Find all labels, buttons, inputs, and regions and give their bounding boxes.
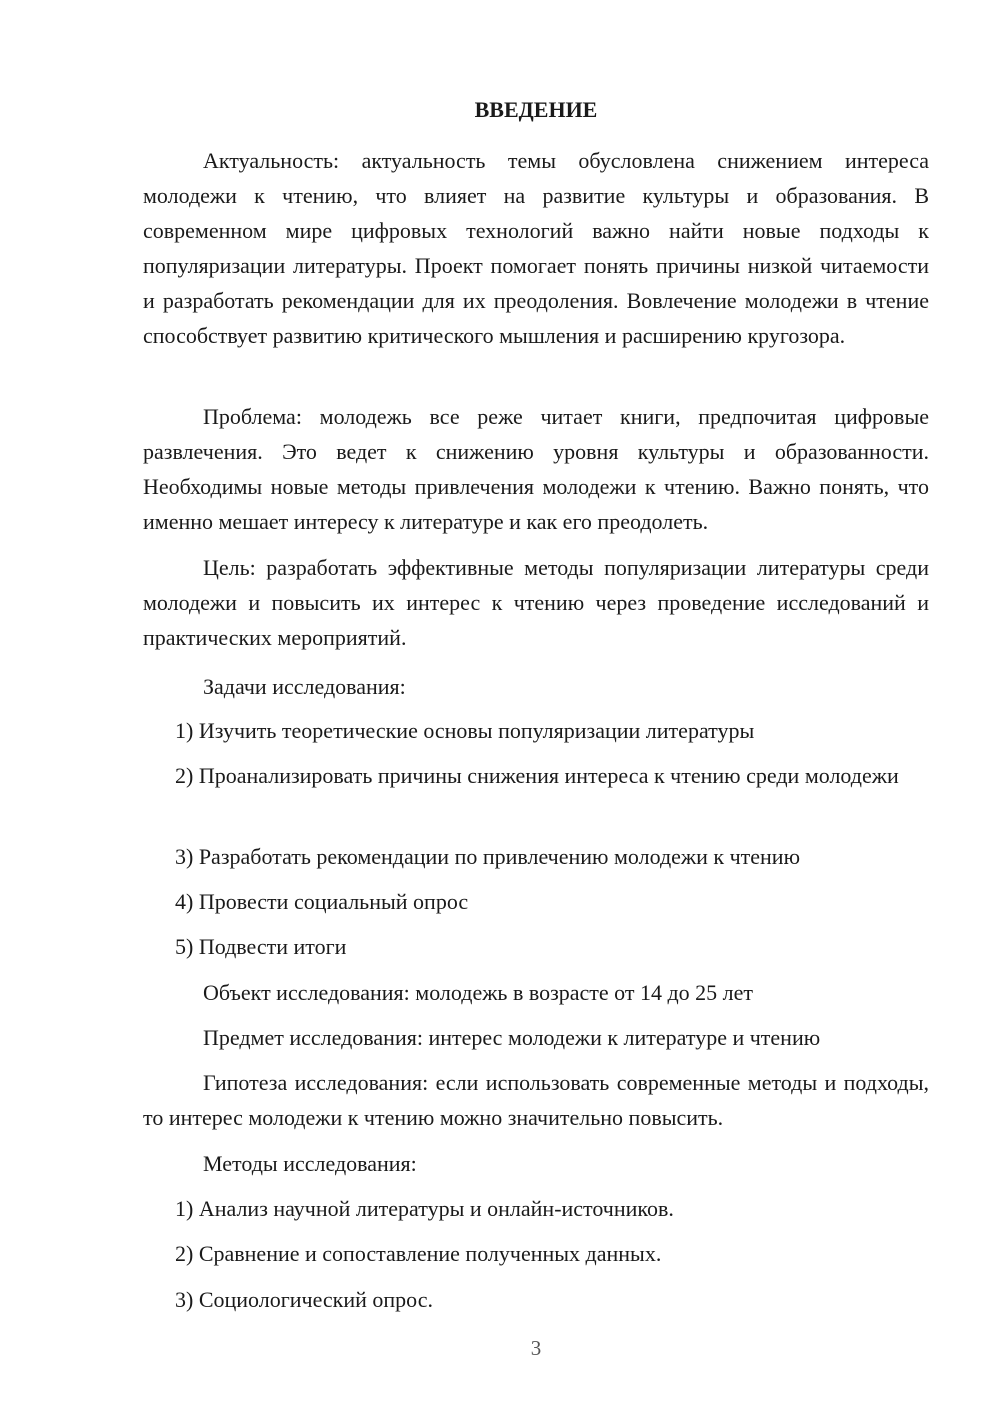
method-item: 3) Социологический опрос.	[175, 1287, 433, 1312]
task-item: 5) Подвести итоги	[175, 934, 347, 959]
hypothesis-paragraph: Гипотеза исследования: если использовать современные методы и подходы, то интерес молодежи к чтению можно значительно повысить.	[143, 1070, 929, 1130]
task-item: 2) Проанализировать причины снижения интереса к чтению среди молодежи	[175, 763, 899, 788]
relevance-paragraph: Актуальность: актуальность темы обусловлена снижением интереса молодежи к чтению, что влияет на развитие культуры и образования. В современном мире цифровых технологий важно найти новые подходы к популяризации литературы. Проект помогает понять причины низкой читаемости и разработать рекомендации для их преодоления. Вовлечение молодежи в чтение способствует развитию критического мышления и расширению кругозора.	[143, 148, 929, 348]
methods-heading: Методы исследования:	[203, 1151, 417, 1176]
task-item: 3) Разработать рекомендации по привлечению молодежи к чтению	[175, 844, 801, 869]
page-title: ВВЕДЕНИЕ	[474, 97, 598, 122]
tasks-heading: Задачи исследования:	[203, 674, 406, 699]
method-item: 1) Анализ научной литературы и онлайн-источников.	[175, 1196, 674, 1221]
object-line: Объект исследования: молодежь в возрасте от 14 до 25 лет	[203, 980, 754, 1005]
method-item: 2) Сравнение и сопоставление полученных данных.	[175, 1241, 662, 1266]
problem-paragraph: Проблема: молодежь все реже читает книги, предпочитая цифровые развлечения. Это ведет к снижению уровня культуры и образованности. Необходимы новые методы привлечения молодежи к чтению. Важно понять, что именно мешает интересу к литературе и как его преодолеть.	[143, 404, 929, 534]
task-item: 1) Изучить теоретические основы популяризации литературы	[175, 718, 755, 743]
page-number: 3	[530, 1336, 542, 1360]
subject-line: Предмет исследования: интерес молодежи к литературе и чтению	[203, 1025, 821, 1050]
task-item: 4) Провести социальный опрос	[175, 889, 469, 914]
document-page	[143, 0, 929, 1414]
goal-paragraph: Цель: разработать эффективные методы популяризации литературы среди молодежи и повысить их интерес к чтению через проведение исследований и практических мероприятий.	[143, 555, 929, 650]
